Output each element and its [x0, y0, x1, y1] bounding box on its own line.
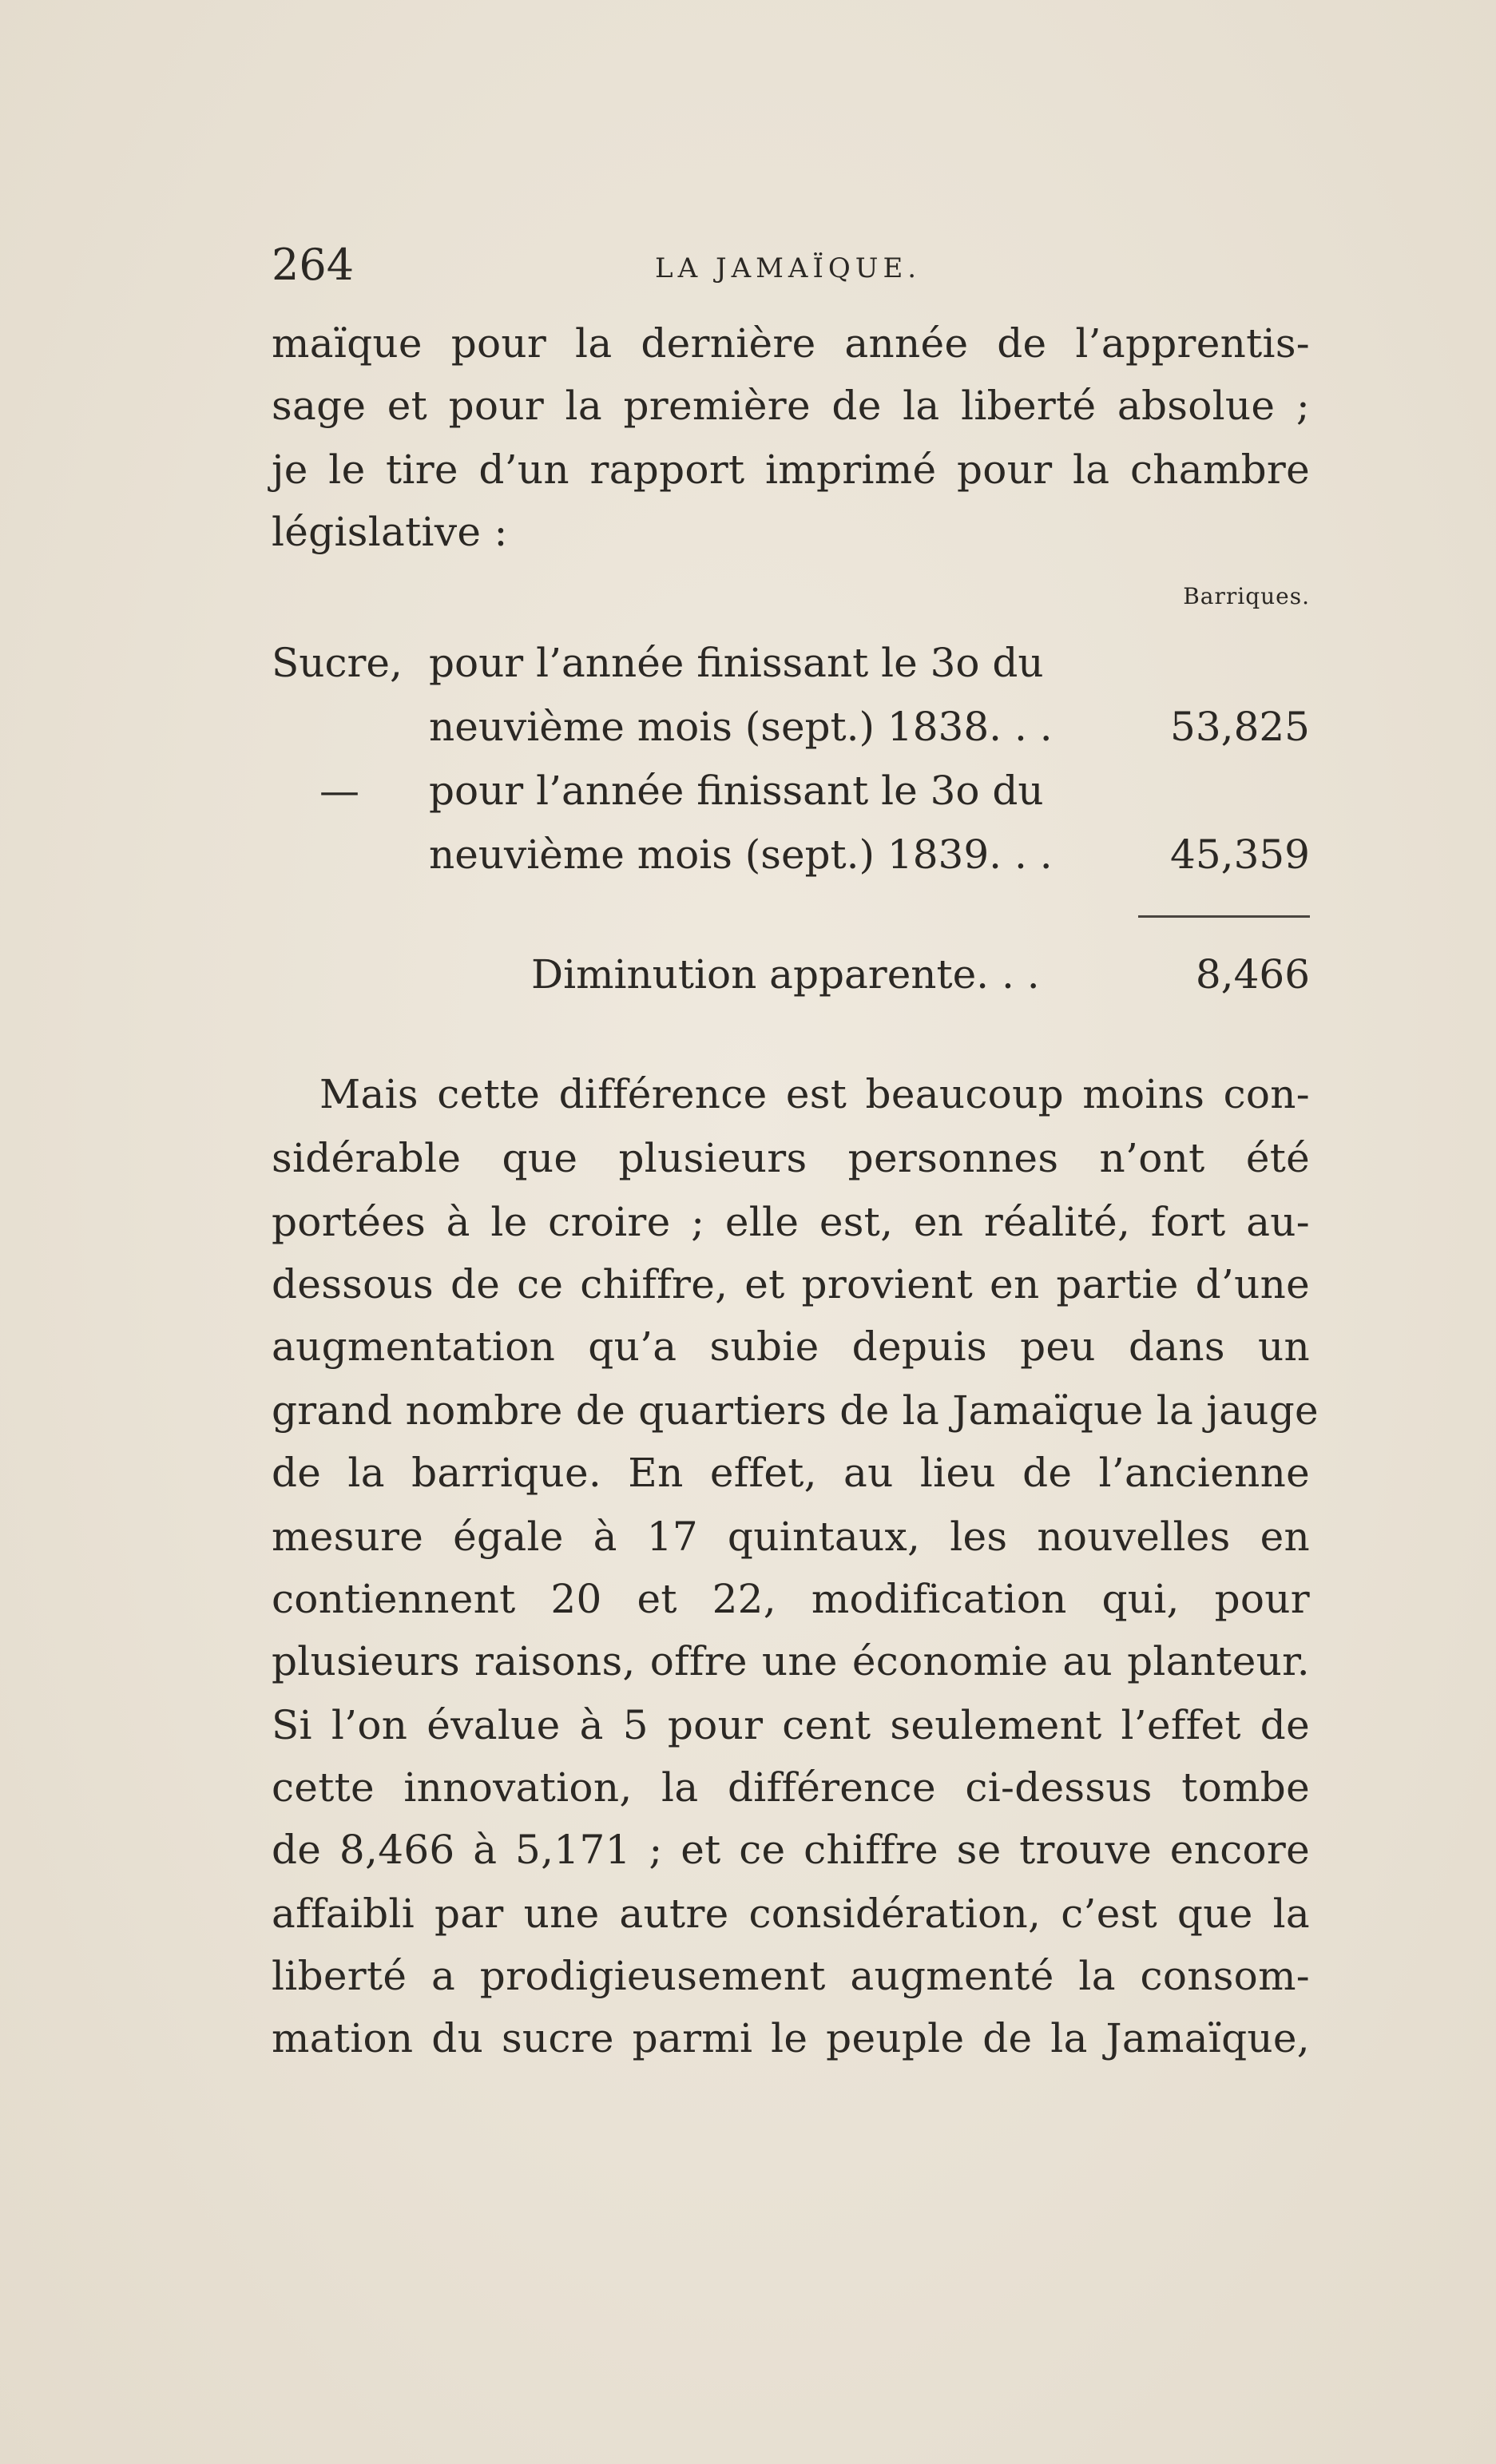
intro-line: je le tire d’un rapport imprimé pour la chambre: [272, 446, 1310, 493]
column-label: Barriques.: [1183, 583, 1310, 609]
paragraph-line: dessous de ce chiffre, et provient en partie d’une: [272, 1261, 1310, 1307]
row-lead-dash: —: [319, 768, 359, 814]
paragraph-line: cette innovation, la différence ci-dessus tombe: [272, 1764, 1310, 1811]
row-text-line2: neuvième mois (sept.) 1839. . .: [429, 831, 1053, 878]
sum-rule: [1138, 915, 1310, 918]
row-lead: Sucre,: [272, 640, 403, 686]
running-title: LA JAMAÏQUE.: [655, 252, 922, 284]
paragraph-line: de la barrique. En effet, au lieu de l’ancienne: [272, 1450, 1310, 1496]
row-text-line1: pour l’année finissant le 3o du: [429, 640, 1044, 686]
row-text-line1: pour l’année finissant le 3o du: [429, 768, 1044, 814]
row-value: 53,825: [1170, 704, 1310, 750]
paragraph-line: liberté a prodigieusement augmenté la consom-: [272, 1953, 1310, 1999]
paragraph-line: grand nombre de quartiers de la Jamaïque la jauge: [272, 1387, 1319, 1434]
row-value: 45,359: [1170, 831, 1310, 878]
paragraph-line: mation du sucre parmi le peuple de la Jamaïque,: [272, 2015, 1310, 2061]
intro-line: législative :: [272, 509, 508, 555]
paragraph-line: portées à le croire ; elle est, en réalité, fort au-: [272, 1199, 1310, 1245]
page-number: 264: [272, 240, 355, 290]
page-header: [272, 240, 1310, 304]
paragraph-line: augmentation qu’a subie depuis peu dans un: [272, 1323, 1310, 1370]
paragraph-line: de 8,466 à 5,171 ; et ce chiffre se trouve encore: [272, 1827, 1310, 1873]
paragraph-line: Mais cette différence est beaucoup moins con-: [319, 1071, 1310, 1117]
paragraph-line: affaibli par une autre considération, c’est que la: [272, 1891, 1310, 1937]
total-value: 8,466: [1195, 951, 1310, 998]
paragraph-line: contiennent 20 et 22, modification qui, pour: [272, 1576, 1310, 1622]
paragraph-line: mesure égale à 17 quintaux, les nouvelles en: [272, 1514, 1310, 1560]
total-label: Diminution apparente. . .: [531, 951, 1040, 998]
paragraph-line: sidérable que plusieurs personnes n’ont été: [272, 1135, 1310, 1181]
paragraph-line: Si l’on évalue à 5 pour cent seulement l’effet de: [272, 1702, 1310, 1748]
intro-line: sage et pour la première de la liberté absolue ;: [272, 383, 1310, 429]
row-text-line2: neuvième mois (sept.) 1838. . .: [429, 704, 1053, 750]
intro-line: maïque pour la dernière année de l’apprentis-: [272, 320, 1310, 367]
paragraph-line: plusieurs raisons, offre une économie au planteur.: [272, 1638, 1310, 1684]
